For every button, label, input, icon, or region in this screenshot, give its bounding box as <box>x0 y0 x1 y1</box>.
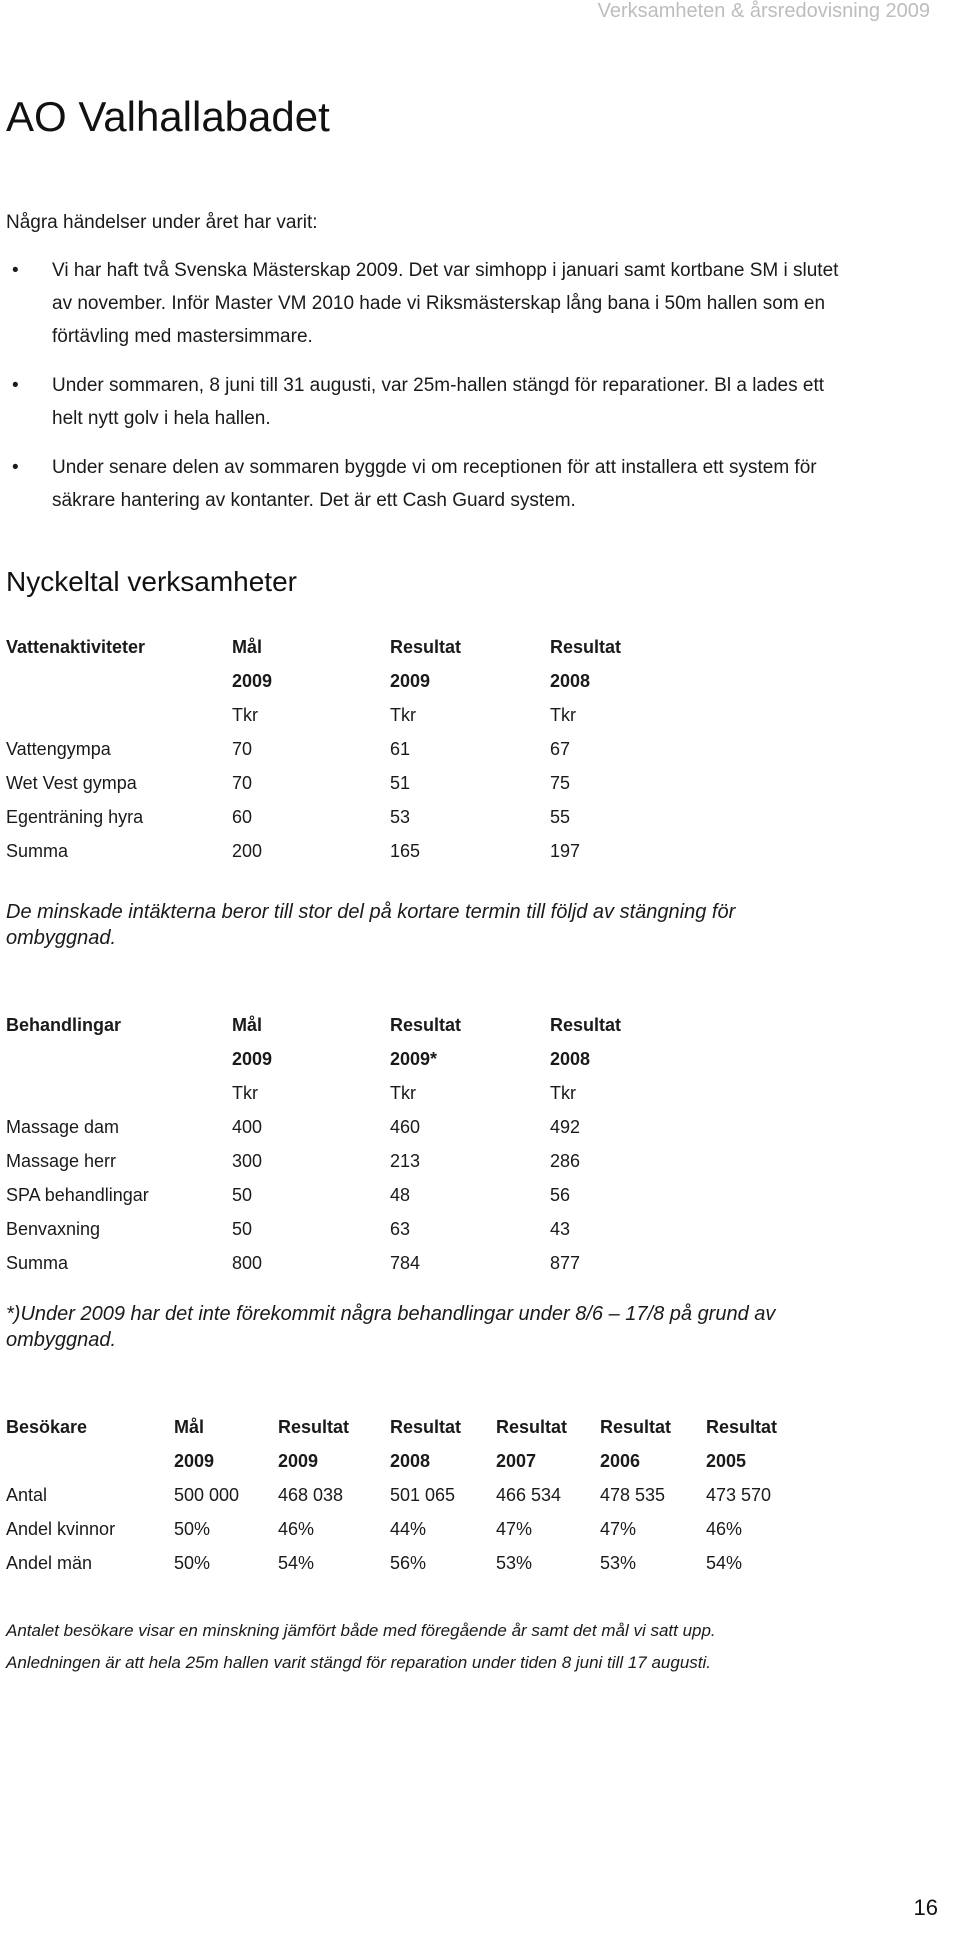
table-cell: 2007 <box>496 1450 537 1471</box>
table-cell: Resultat <box>390 1014 462 1035</box>
list-item <box>12 369 852 435</box>
treatments-table <box>6 1008 710 1280</box>
table-row <box>6 766 710 800</box>
table-header-row <box>6 1008 710 1042</box>
table-row <box>6 1212 710 1246</box>
table-cell: 54% <box>706 1552 743 1573</box>
table-cell: Summa <box>6 840 69 861</box>
table-cell: Vattenaktiviteter <box>6 636 146 657</box>
table-cell: Tkr <box>232 704 258 725</box>
table-cell: 213 <box>390 1150 421 1171</box>
table-cell: 2009 <box>174 1450 215 1471</box>
table-cell: 197 <box>550 840 581 861</box>
table-cell: 784 <box>390 1252 421 1273</box>
table-cell: 473 570 <box>706 1484 772 1505</box>
table-row <box>6 1144 710 1178</box>
water-activities-table <box>6 630 710 868</box>
table-cell: 75 <box>550 772 571 793</box>
table-cell: Egenträning hyra <box>6 806 144 827</box>
list-item <box>12 254 852 353</box>
table-cell: 2009* <box>390 1048 438 1069</box>
table-cell: 2009 <box>278 1450 319 1471</box>
table-cell: Benvaxning <box>6 1218 101 1239</box>
table-cell: 300 <box>232 1150 263 1171</box>
table-cell: 53% <box>496 1552 533 1573</box>
table-cell: 478 535 <box>600 1484 666 1505</box>
table-cell <box>6 1042 232 1076</box>
table-cell: 2009 <box>390 670 431 691</box>
table-cell: 60 <box>232 806 253 827</box>
table-cell: 54% <box>278 1552 315 1573</box>
table-cell: Besökare <box>6 1416 88 1437</box>
table-cell: 500 000 <box>174 1484 240 1505</box>
table-cell: 460 <box>390 1116 421 1137</box>
table-cell: 50 <box>232 1184 253 1205</box>
table-cell: 53 <box>390 806 411 827</box>
table-row <box>6 1178 710 1212</box>
water-activities-note: De minskade intäkterna beror till stor del på kortare termin till följd av stängning för ombyggnad. <box>6 901 736 949</box>
table-cell: Resultat <box>550 1014 622 1035</box>
bullet-icon: • <box>12 375 19 396</box>
table-cell: 50 <box>232 1218 253 1239</box>
table-cell: 2008 <box>550 670 591 691</box>
visitors-table <box>6 1410 796 1580</box>
table-cell: 56 <box>550 1184 571 1205</box>
bullet-icon: • <box>12 260 19 281</box>
table-header-row <box>6 630 710 664</box>
table-cell: 61 <box>390 738 411 759</box>
table-cell: Tkr <box>390 704 416 725</box>
table-cell <box>6 698 232 732</box>
table-cell: 47% <box>496 1518 533 1539</box>
table-cell: 466 534 <box>496 1484 562 1505</box>
list-item <box>12 451 852 517</box>
table-cell: Behandlingar <box>6 1014 122 1035</box>
table-cell: 501 065 <box>390 1484 456 1505</box>
table-header-row <box>6 1444 796 1478</box>
table-header-row <box>6 698 710 732</box>
table-cell: 53% <box>600 1552 637 1573</box>
visitors-note: Antalet besökare visar en minskning jämfört både med föregående år samt det mål vi satt upp. <box>6 1621 716 1640</box>
table-cell: 47% <box>600 1518 637 1539</box>
table-cell: 43 <box>550 1218 571 1239</box>
bullet-icon: • <box>12 457 19 478</box>
table-cell: Resultat <box>390 636 462 657</box>
table-cell: Tkr <box>550 1082 576 1103</box>
table-cell: 286 <box>550 1150 581 1171</box>
table-cell: 165 <box>390 840 421 861</box>
table-row <box>6 800 710 834</box>
table-cell <box>6 1076 232 1110</box>
table-header-row <box>6 664 710 698</box>
table-cell: Resultat <box>390 1416 462 1437</box>
table-cell: Tkr <box>390 1082 416 1103</box>
table-cell: 55 <box>550 806 571 827</box>
table-cell: 63 <box>390 1218 411 1239</box>
table-cell: 2008 <box>390 1450 431 1471</box>
table-cell: Mål <box>232 1014 263 1035</box>
running-header: Verksamheten & årsredovisning 2009 <box>597 0 930 22</box>
table-row <box>6 1512 796 1546</box>
table-cell: Resultat <box>278 1416 350 1437</box>
table-cell: 877 <box>550 1252 581 1273</box>
table-cell: 44% <box>390 1518 427 1539</box>
list-item-text: Under senare delen av sommaren byggde vi om receptionen för att installera ett system för säkrare hantering av kontanter. Det är ett Cash Guard system. <box>52 457 817 511</box>
table-cell: Mål <box>232 636 263 657</box>
intro-text: Några händelser under året har varit: <box>6 212 318 233</box>
table-row <box>6 1478 796 1512</box>
table-cell: Massage dam <box>6 1116 120 1137</box>
table-cell: 468 038 <box>278 1484 344 1505</box>
table-cell: Antal <box>6 1484 48 1505</box>
table-cell: 46% <box>706 1518 743 1539</box>
table-cell: 200 <box>232 840 263 861</box>
table-cell: Massage herr <box>6 1150 117 1171</box>
table-cell: 70 <box>232 738 253 759</box>
table-cell: Resultat <box>496 1416 568 1437</box>
table-cell: Tkr <box>550 704 576 725</box>
table-cell: Resultat <box>550 636 622 657</box>
table-cell: 2008 <box>550 1048 591 1069</box>
table-cell: Summa <box>6 1252 69 1273</box>
table-cell: Tkr <box>232 1082 258 1103</box>
table-cell <box>6 664 232 698</box>
page-number: 16 <box>913 1895 938 1920</box>
treatments-note: *)Under 2009 har det inte förekommit några behandlingar under 8/6 – 17/8 på grund av ombyggnad. <box>6 1303 776 1351</box>
table-cell: 48 <box>390 1184 411 1205</box>
table-header-row <box>6 1042 710 1076</box>
table-cell: 51 <box>390 772 411 793</box>
table-header-row <box>6 1076 710 1110</box>
table-cell: 492 <box>550 1116 581 1137</box>
table-cell: 800 <box>232 1252 263 1273</box>
table-cell: 70 <box>232 772 253 793</box>
table-cell: Vattengympa <box>6 738 111 759</box>
list-item-text: Under sommaren, 8 juni till 31 augusti, var 25m-hallen stängd för reparationer. Bl a lades ett helt nytt golv i hela hallen. <box>52 375 825 429</box>
table-cell: 2006 <box>600 1450 641 1471</box>
table-cell: Resultat <box>706 1416 778 1437</box>
table-cell: 56% <box>390 1552 427 1573</box>
table-cell: Andel kvinnor <box>6 1518 116 1539</box>
event-list <box>12 254 852 533</box>
table-row <box>6 1546 796 1580</box>
table-cell: 67 <box>550 738 571 759</box>
table-cell: 46% <box>278 1518 315 1539</box>
visitors-note: Anledningen är att hela 25m hallen varit stängd för reparation under tiden 8 juni till 17 augusti. <box>6 1653 712 1672</box>
list-item-text: Vi har haft två Svenska Mästerskap 2009. Det var simhopp i januari samt kortbane SM i slutet av november. Inför Master VM 2010 hade vi Riksmästerskap lång bana i 50m hallen som en förtävling med mastersimmare. <box>52 260 839 347</box>
table-header-row <box>6 1410 796 1444</box>
table-cell: 400 <box>232 1116 263 1137</box>
section-title: Nyckeltal verksamheter <box>6 566 297 597</box>
table-row <box>6 1110 710 1144</box>
table-cell: 2009 <box>232 1048 273 1069</box>
table-cell <box>6 1444 174 1478</box>
table-cell: Mål <box>174 1416 205 1437</box>
table-cell: Andel män <box>6 1552 93 1573</box>
page-title: AO Valhallabadet <box>6 93 330 140</box>
table-row <box>6 732 710 766</box>
table-row <box>6 834 710 868</box>
table-cell: SPA behandlingar <box>6 1184 149 1205</box>
table-cell: 2005 <box>706 1450 747 1471</box>
table-cell: 50% <box>174 1552 211 1573</box>
table-cell: 2009 <box>232 670 273 691</box>
table-cell: 50% <box>174 1518 211 1539</box>
table-cell: Wet Vest gympa <box>6 772 137 793</box>
table-row <box>6 1246 710 1280</box>
table-cell: Resultat <box>600 1416 672 1437</box>
